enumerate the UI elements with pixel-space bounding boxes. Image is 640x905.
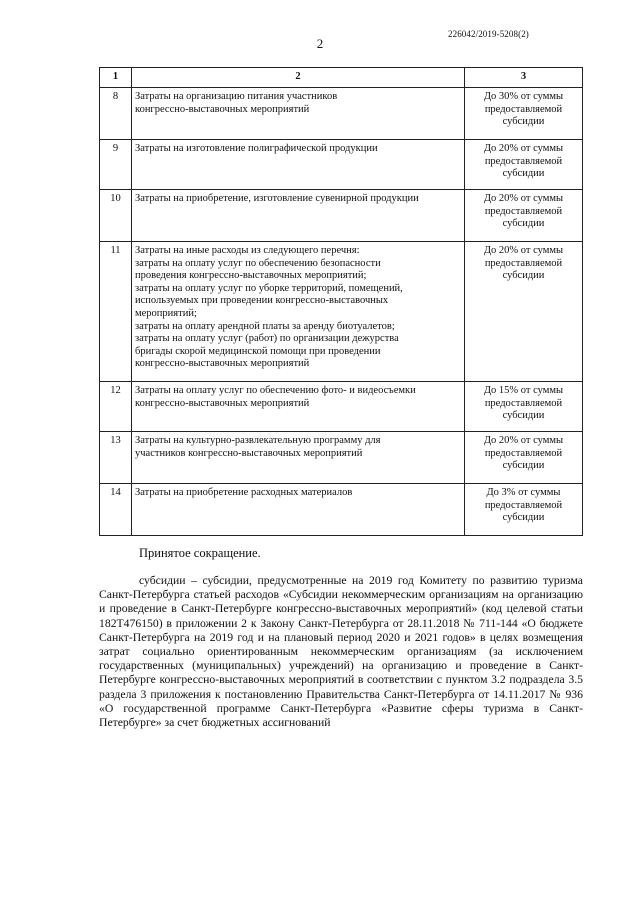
description-line: проведения конгрессно-выставочных мероприятий; [135, 270, 367, 282]
limit-line: До 20% от суммы [483, 193, 564, 204]
limit-line: предоставляемой [484, 205, 563, 217]
limit-line: До 3% от суммы [486, 487, 561, 498]
description-line: мероприятий; [135, 307, 197, 319]
expense-description [132, 88, 465, 140]
row-number: 8 [100, 88, 132, 140]
expense-limit [465, 242, 583, 382]
limit-line: предоставляемой [484, 257, 563, 269]
expense-limit [465, 484, 583, 536]
limit-line: субсидии [502, 410, 545, 422]
description-line: Затраты на приобретение, изготовление сувенирной продукции [135, 193, 419, 204]
expense-limits-table [99, 67, 583, 536]
expense-description [132, 484, 465, 536]
description-line: Затраты на приобретение расходных материалов [135, 487, 353, 498]
expense-description [132, 190, 465, 242]
expense-limit [465, 382, 583, 432]
table-row [100, 242, 583, 382]
description-line: Затраты на культурно-развлекательную программу для [135, 435, 381, 446]
expense-limit [465, 190, 583, 242]
header-col-3: 3 [465, 68, 583, 88]
limit-line: субсидии [502, 270, 545, 282]
expense-description [132, 382, 465, 432]
description-line: конгрессно-выставочных мероприятий [135, 358, 310, 370]
table-header-row [100, 68, 583, 88]
expense-description [132, 432, 465, 484]
limit-line: предоставляемой [484, 499, 563, 511]
expense-description [132, 140, 465, 190]
table-row [100, 88, 583, 140]
limit-line: предоставляемой [484, 397, 563, 409]
description-line: затраты на оплату услуг (работ) по организации дежурства [135, 333, 399, 345]
description-line: затраты на оплату услуг по уборке территорий, помещений, [135, 282, 403, 294]
expense-limit [465, 88, 583, 140]
description-line: участников конгрессно-выставочных мероприятий [135, 447, 363, 459]
row-number: 10 [100, 190, 132, 242]
table-row [100, 432, 583, 484]
description-line: бригады скорой медицинской помощи при проведении [135, 345, 381, 357]
description-line: конгрессно-выставочных мероприятий [135, 103, 310, 115]
description-line: Затраты на иные расходы из следующего перечня: [135, 245, 360, 256]
limit-line: субсидии [502, 168, 545, 180]
table-row [100, 382, 583, 432]
limit-line: предоставляемой [484, 155, 563, 167]
description-line: используемых при проведении конгрессно-выставочных [135, 295, 389, 307]
limit-line: До 20% от суммы [483, 245, 564, 256]
header-col-1: 1 [100, 68, 132, 88]
limit-line: субсидии [502, 116, 545, 128]
description-line: затраты на оплату услуг по обеспечению безопасности [135, 257, 381, 269]
row-number: 12 [100, 382, 132, 432]
row-number: 9 [100, 140, 132, 190]
limit-line: субсидии [502, 512, 545, 524]
limit-line: До 30% от суммы [483, 91, 564, 102]
description-line: Затраты на изготовление полиграфической продукции [135, 143, 378, 154]
expense-description [132, 242, 465, 382]
expense-limit [465, 140, 583, 190]
document-number: 226042/2019-5208(2) [448, 29, 529, 39]
description-line: Затраты на организацию питания участников [135, 91, 338, 102]
page-number: 2 [316, 36, 324, 51]
limit-line: До 20% от суммы [483, 435, 564, 446]
limit-line: До 15% от суммы [483, 385, 564, 396]
limit-line: До 20% от суммы [483, 143, 564, 154]
description-line: затраты на оплату арендной платы за аренду биотуалетов; [135, 320, 395, 332]
row-number: 14 [100, 484, 132, 536]
description-line: Затраты на оплату услуг по обеспечению фото- и видеосъемки [135, 385, 416, 396]
row-number: 13 [100, 432, 132, 484]
abbreviation-heading: Принятое сокращение. [139, 546, 261, 560]
table-row [100, 190, 583, 242]
limit-line: субсидии [502, 218, 545, 230]
definition-paragraph: субсидии – субсидии, предусмотренные на 2019 год Комитету по развитию туризма Санкт-Петербурга статьей расходов «Субсидии некоммерческим организациям на организацию и проведение в Санкт-Петербурге конгрессно-выставочных мероприятий» (код целевой статьи 182Т476150) в приложении 2 к Закону Санкт-Петербурга от 28.11.2018 № 711-144 «О бюджете Санкт-Петербурга на 2019 год и на плановый период 2020 и 2021 годов» в целях возмещения затрат социально ориентированным некоммерческим организациям (за исключением государственных (муниципальных) учреждений) на организацию и проведение в Санкт-Петербурге конгрессно-выставочных мероприятий в соответствии с пунктом 3.2 подраздела 3.5 раздела 3 приложения к постановлению Правительства Санкт-Петербурга от 14.11.2017 № 936 «О государственной программе Санкт-Петербурга «Развитие сферы туризма в Санкт-Петербурге» за счет бюджетных ассигнований [99, 574, 583, 730]
limit-line: субсидии [502, 460, 545, 472]
table-row [100, 140, 583, 190]
limit-line: предоставляемой [484, 103, 563, 115]
header-col-2: 2 [132, 68, 465, 88]
table-row [100, 484, 583, 536]
row-number: 11 [100, 242, 132, 382]
expense-limit [465, 432, 583, 484]
description-line: конгрессно-выставочных мероприятий [135, 397, 310, 409]
limit-line: предоставляемой [484, 447, 563, 459]
